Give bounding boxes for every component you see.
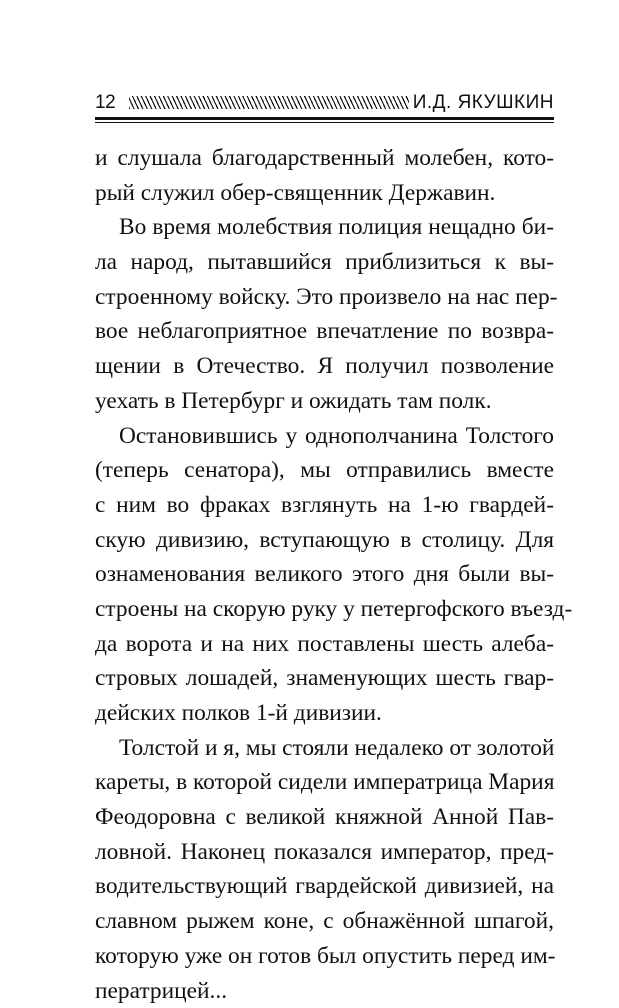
text-line: строенному войску. Это произвело на нас пер-: [95, 280, 554, 315]
text-line: Толстой и я, мы стояли недалеко от золотой: [95, 731, 554, 766]
text-line: и слушала благодарственный молебен, кото-: [95, 141, 554, 176]
text-line: Во время молебствия полиция нещадно би-: [95, 210, 554, 245]
text-line: Остановившись у однополчанина Толстого: [95, 419, 554, 454]
text-line: скую дивизию, вступающую в столицу. Для: [95, 523, 554, 558]
text-line: дейских полков 1-й дивизии.: [95, 696, 554, 731]
text-line: (теперь сенатора), мы отправились вместе: [95, 453, 554, 488]
text-line: да ворота и на них поставлены шесть алеба-: [95, 627, 554, 662]
header-hatch-ornament: [129, 96, 409, 109]
body-text: [95, 141, 554, 1008]
text-line: стровых лошадей, знаменующих шесть гвар-: [95, 661, 554, 696]
text-line: Феодоровна с великой княжной Анной Пав-: [95, 800, 554, 835]
text-line: водительствующий гвардейской дивизией, на: [95, 869, 554, 904]
text-line: ператрицей...: [95, 974, 554, 1008]
text-line: щении в Отечество. Я получил позволение: [95, 349, 554, 384]
text-line: славном рыжем коне, с обнажённой шпагой,: [95, 904, 554, 939]
text-line: с ним во фраках взглянуть на 1-ю гвардей-: [95, 488, 554, 523]
header-rule-thin: [95, 122, 554, 123]
header-rule-thick: [95, 117, 554, 120]
running-header: [95, 91, 554, 115]
text-line: уехать в Петербург и ожидать там полк.: [95, 384, 554, 419]
text-line: рый служил обер-священник Державин.: [95, 176, 554, 211]
running-head-author: И.Д. ЯКУШКИН: [413, 91, 554, 115]
text-line: строены на скорую руку у петергофского въезд-: [95, 592, 554, 627]
text-line: которую уже он готов был опустить перед им-: [95, 939, 554, 974]
page-number: 12: [95, 91, 115, 115]
text-line: кареты, в которой сидели императрица Мария: [95, 765, 554, 800]
text-line: вое неблагоприятное впечатление по возвра-: [95, 314, 554, 349]
text-line: ознаменования великого этого дня были вы-: [95, 557, 554, 592]
text-line: ла народ, пытавшийся приблизиться к вы-: [95, 245, 554, 280]
text-line: ловной. Наконец показался император, пред-: [95, 835, 554, 870]
